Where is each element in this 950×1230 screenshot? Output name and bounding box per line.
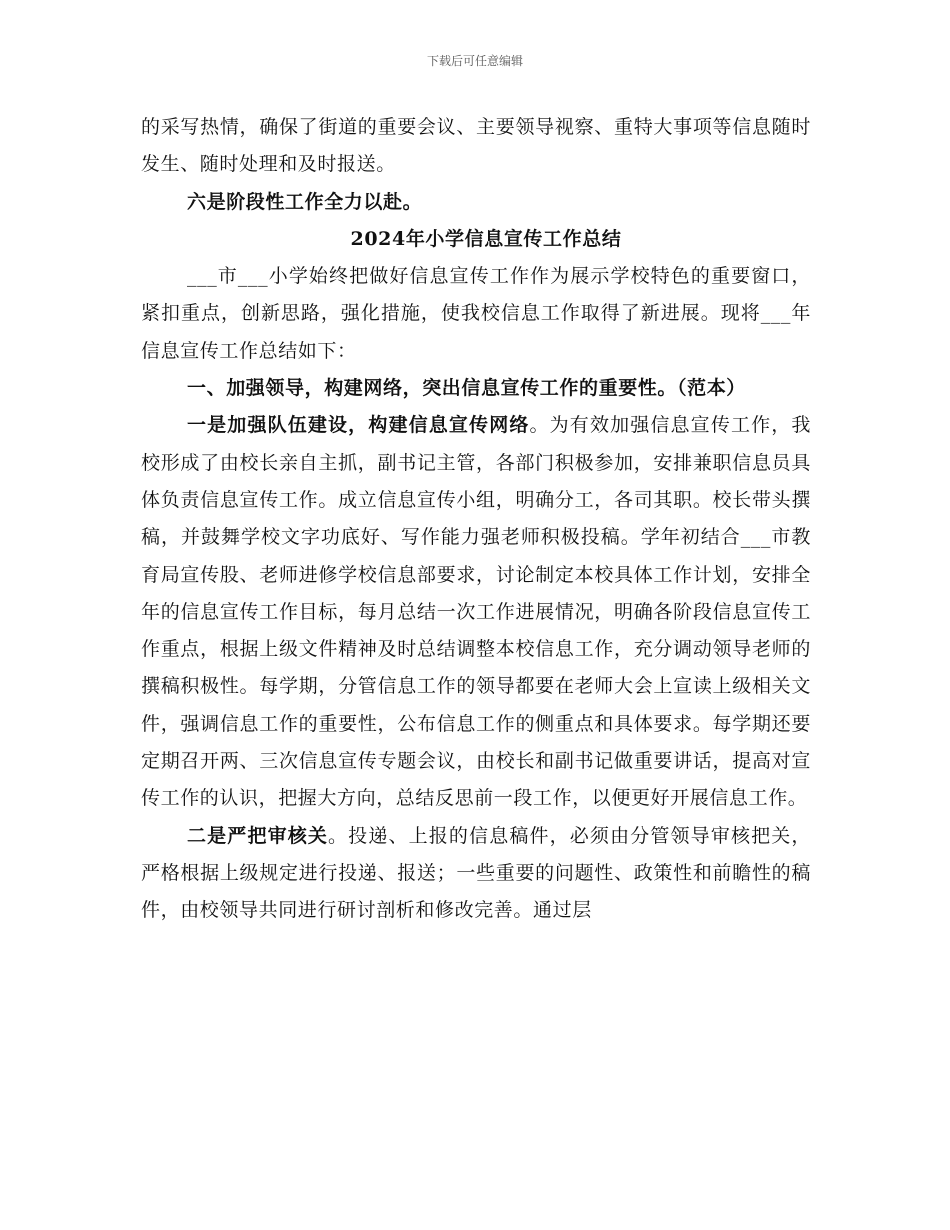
continuation-paragraph: 的采写热情，确保了街道的重要会议、主要领导视察、重特大事项等信息随时发生、随时处理和及时报送。 xyxy=(141,116,811,176)
point-two-body: 。投递、上报的信息稿件，必须由分管领导审核把关，严格根据上级规定进行投递、报送；一些重要的问题性、政策性和前瞻性的稿件，由校领导共同进行研讨剖析和修改完善。通过层 xyxy=(141,824,811,922)
section-one-heading: 一、加强领导，构建网络，突出信息宣传工作的重要性。（范本） xyxy=(187,377,746,400)
document-body xyxy=(141,109,811,930)
header-note: 下载后可任意编辑 xyxy=(426,54,523,68)
point-two-paragraph xyxy=(141,818,811,930)
point-one-paragraph xyxy=(141,407,811,817)
intro-paragraph: ___市___小学始终把做好信息宣传工作作为展示学校特色的重要窗口，紧扣重点，创新思路，强化措施，使我校信息工作取得了新进展。现将___年信息宣传工作总结如下： xyxy=(141,265,811,362)
point-one-body: 。为有效加强信息宣传工作，我校形成了由校长亲自主抓，副书记主管，各部门积极参加，安排兼职信息员具体负责信息宣传工作。成立信息宣传小组，明确分工，各司其职。校长带头撰稿，并鼓舞学校文字功底好、写作能力强老师积极投稿。学年初结合___市教育局宣传股、老师进修学校信息部要求，讨论制定本校具体工作计划，安排全年的信息宣传工作目标，每月总结一次工作进展情况，明确各阶段信息宣传工作重点，根据上级文件精神及时总结调整本校信息工作，充分调动领导老师的撰稿积极性。每学期，分管信息工作的领导都要在老师大会上宣读上级相关文件，强调信息工作的重要性，公布信息工作的侧重点和具体要求。每学期还要定期召开两、三次信息宣传专题会议，由校长和副书记做重要讲话，提高对宣传工作的认识，把握大方向，总结反思前一段工作，以便更好开展信息工作。 xyxy=(141,414,812,810)
point-one-lead: 一是加强队伍建设，构建信息宣传网络 xyxy=(187,414,530,437)
heading-six: 六是阶段性工作全力以赴。 xyxy=(187,190,423,213)
document-title: 2024年小学信息宣传工作总结 xyxy=(350,227,622,250)
point-two-lead: 二是严把审核关 xyxy=(187,824,329,847)
